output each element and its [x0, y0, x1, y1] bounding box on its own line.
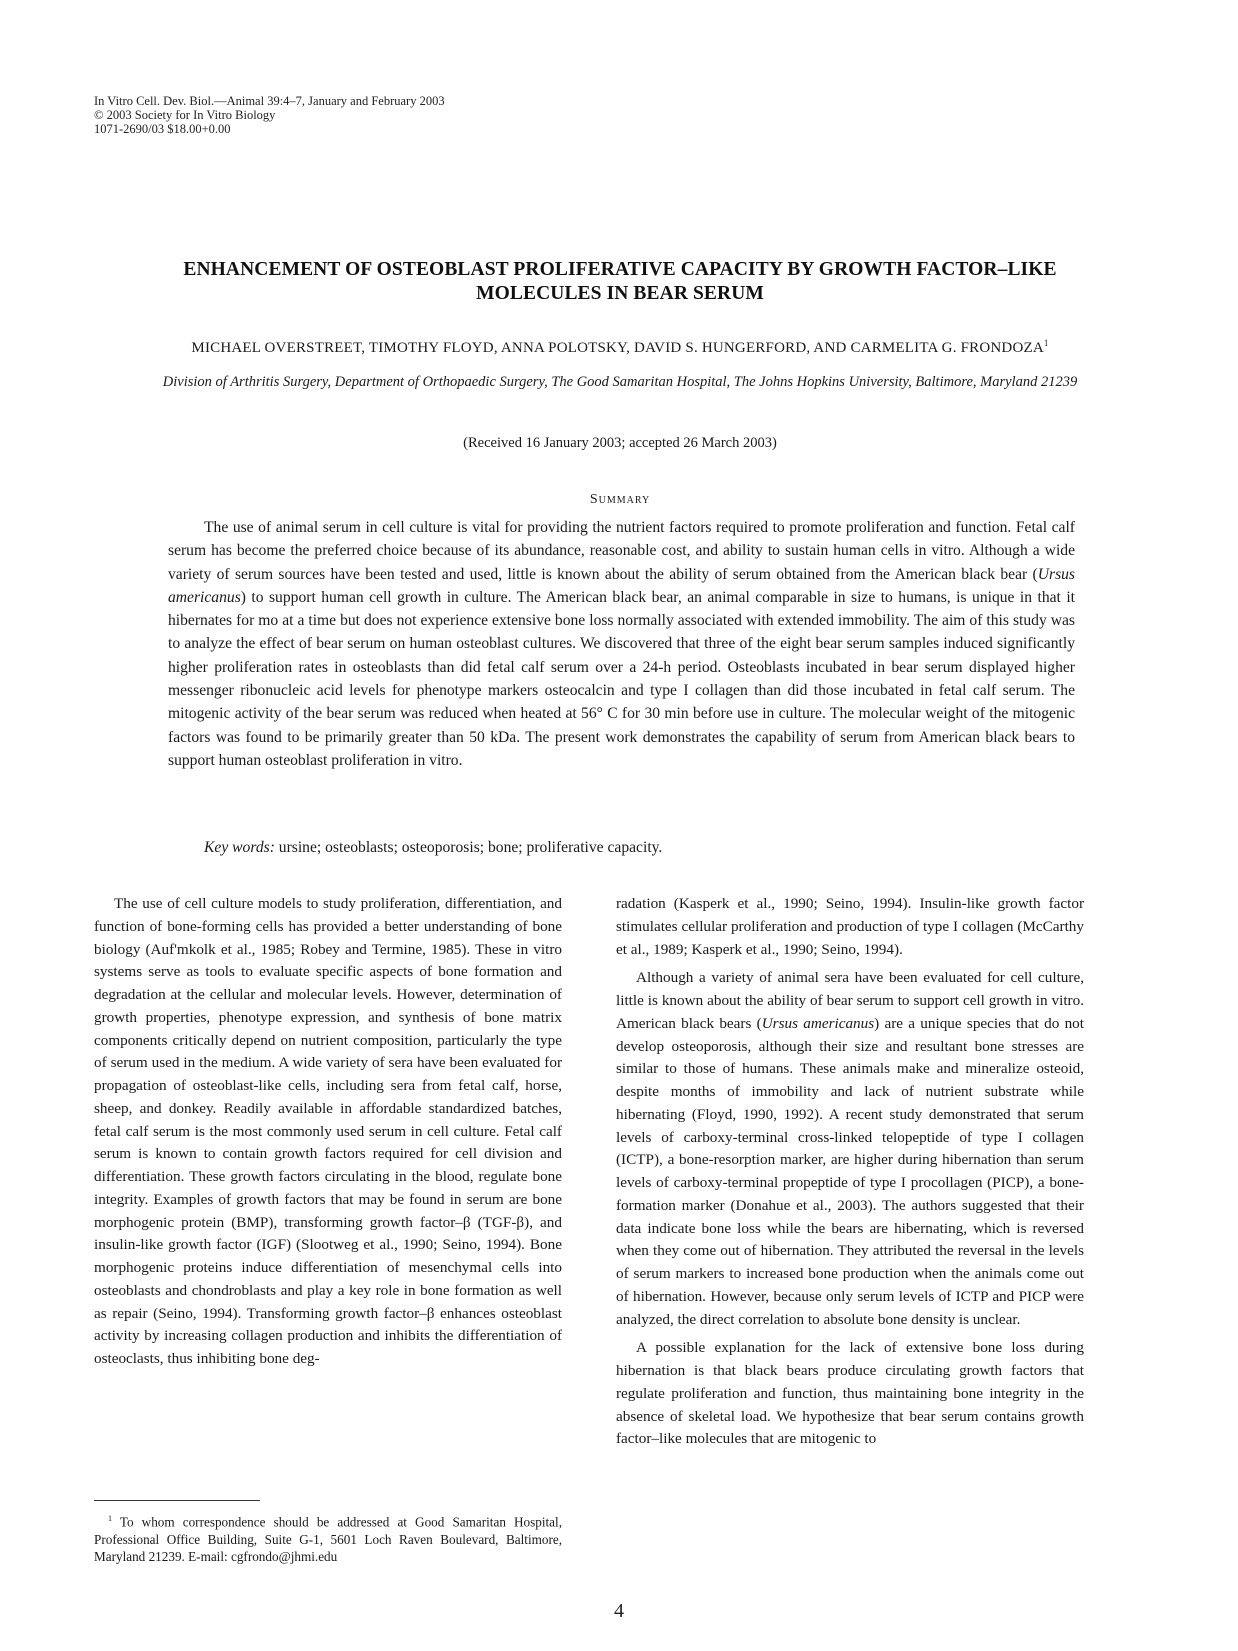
summary-text-part: The use of animal serum in cell culture is vital for providing the nutrient factors required to promote proliferation and function. Fetal calf serum has become the preferred choice because of its abundance, reasonable cost, and ability to sustain human cells in vitro. Although a wide variety of serum sources have been tested and used, little is known about the ability of serum obtained from the American black bear (	[168, 519, 1075, 583]
species-name: Ursus americanus	[761, 1014, 875, 1032]
body-text-part: ) are a unique species that do not develop osteoporosis, although their size and resultant bone stresses are similar to those of humans. These animals make and mineralize osteoid, despite months of immobility and lack of nutrient substrate while hibernating (Floyd, 1990, 1992). A recent study demonstrated that serum levels of carboxy-terminal cross-linked telopeptide of type I collagen (ICTP), a bone-resorption marker, are higher during hibernation than serum levels of carboxy-terminal propeptide of type I procollagen (PICP), a bone-formation marker (Donahue et al., 2003). The authors suggested that their data indicate bone loss while the bears are hibernating, which is reversed when they come out of hibernation. They attributed the reversal in the levels of serum markers to increased bone production when the animals come out of hibernation. However, because only serum levels of ICTP and PICP were analyzed, the direct correlation to absolute bone density is unclear.	[616, 1014, 1084, 1328]
article-title: ENHANCEMENT OF OSTEOBLAST PROLIFERATIVE CAPACITY BY GROWTH FACTOR–LIKE MOLECULES IN BEAR SERUM	[183, 259, 1057, 304]
summary-heading: Summary	[589, 492, 651, 507]
received-dates: (Received 16 January 2003; accepted 26 March 2003)	[463, 435, 777, 451]
footnote-mark: 1	[108, 1514, 112, 1523]
author-names: MICHAEL OVERSTREET, TIMOTHY FLOYD, ANNA POLOTSKY, DAVID S. HUNGERFORD, AND CARMELITA G. FRONDOZA	[191, 340, 1044, 356]
summary-abstract	[168, 516, 1075, 772]
body-column-left	[94, 893, 562, 1371]
author-footnote-mark: 1	[1043, 338, 1049, 348]
issn-price-line: 1071-2690/03 $18.00+0.00	[94, 122, 231, 136]
body-paragraph: radation (Kasperk et al., 1990; Seino, 1994). Insulin-like growth factor stimulates cellular proliferation and production of type I collagen (McCarthy et al., 1989; Kasperk et al., 1990; Seino, 1994).	[616, 895, 1084, 958]
journal-citation-header	[94, 94, 445, 136]
author-affiliation: Division of Arthritis Surgery, Department of Orthopaedic Surgery, The Good Samaritan Hospital, The Johns Hopkins University, Baltimore, Maryland 21239	[162, 374, 1078, 390]
keywords-list: ursine; osteoblasts; osteoporosis; bone; proliferative capacity.	[274, 839, 663, 856]
keywords	[168, 836, 1075, 859]
body-column-right	[616, 893, 1084, 1451]
keywords-label: Key words:	[204, 839, 275, 856]
body-paragraph: A possible explanation for the lack of extensive bone loss during hibernation is that black bears produce circulating growth factors that regulate proliferation and function, thus maintaining bone integrity in the absence of skeletal load. We hypothesize that bear serum contains growth factor–like molecules that are mitogenic to	[616, 1339, 1084, 1448]
species-name: Ursus americanus	[168, 565, 1075, 606]
body-paragraph: The use of cell culture models to study proliferation, differentiation, and function of bone-forming cells has provided a better understanding of bone biology (Auf'mkolk et al., 1985; Robey and Termine, 1985). These in vitro systems serve as tools to evaluate specific aspects of bone formation and degradation at the cellular and molecular levels. However, determination of growth properties, phenotype expression, and synthesis of bone matrix components critically depend on nutrient composition, particularly the type of serum used in the medium. A wide variety of sera have been evaluated for propagation of osteoblast-like cells, including sera from fetal calf, horse, sheep, and donkey. Readily available in affordable standardized batches, fetal calf serum is the most commonly used serum in cell culture. Fetal calf serum is known to contain growth factors required for cell division and differentiation. These growth factors circulating in the blood, regulate bone integrity. Examples of growth factors that may be found in serum are bone morphogenic protein (BMP), transforming growth factor–β (TGF-β), and insulin-like growth factor (IGF) (Slootweg et al., 1990; Seino, 1994). Bone morphogenic proteins induce differentiation of mesenchymal cells into osteoblasts and chondroblasts and play a key role in bone formation as well as repair (Seino, 1994). Transforming growth factor–β enhances osteoblast activity by increasing collagen production and inhibits the differentiation of osteoclasts, thus inhibiting bone deg-	[94, 895, 562, 1367]
correspondence-footnote	[94, 1510, 562, 1566]
summary-text-part: ) to support human cell growth in culture. The American black bear, an animal comparable in size to humans, is unique in that it hibernates for mo at a time but does not experience extensive bone loss normally associated with extended immobility. The aim of this study was to analyze the effect of bear serum on human osteoblast cultures. We discovered that three of the eight bear serum samples induced significantly higher proliferation rates in osteoblasts than did fetal calf serum over a 24-h period. Osteoblasts incubated in bear serum displayed higher messenger ribonucleic acid levels for phenotype markers osteocalcin and type I collagen than did those incubated in fetal calf serum. The mitogenic activity of the bear serum was reduced when heated at 56° C for 30 min before use in culture. The molecular weight of the mitogenic factors was found to be primarily greater than 50 kDa. The present work demonstrates the capability of serum from American black bears to support human osteoblast proliferation in vitro.	[168, 588, 1075, 769]
body-text-part: Although a variety of animal sera have been evaluated for cell culture, little is known about the ability of bear serum to support cell growth in vitro. American black bears (	[616, 969, 1084, 1032]
footnote-text: To whom correspondence should be addressed at Good Samaritan Hospital, Professional Office Building, Suite G-1, 5601 Loch Raven Boulevard, Baltimore, Maryland 21239. E-mail: cgfrondo@jhmi.edu	[94, 1514, 562, 1565]
copyright-line: © 2003 Society for In Vitro Biology	[94, 108, 276, 122]
author-list	[100, 338, 1140, 357]
page-number: 4	[614, 1600, 624, 1622]
citation-line: In Vitro Cell. Dev. Biol.—Animal 39:4–7, January and February 2003	[94, 94, 445, 108]
footnote-divider	[94, 1500, 260, 1501]
body-paragraph	[616, 967, 1084, 1331]
